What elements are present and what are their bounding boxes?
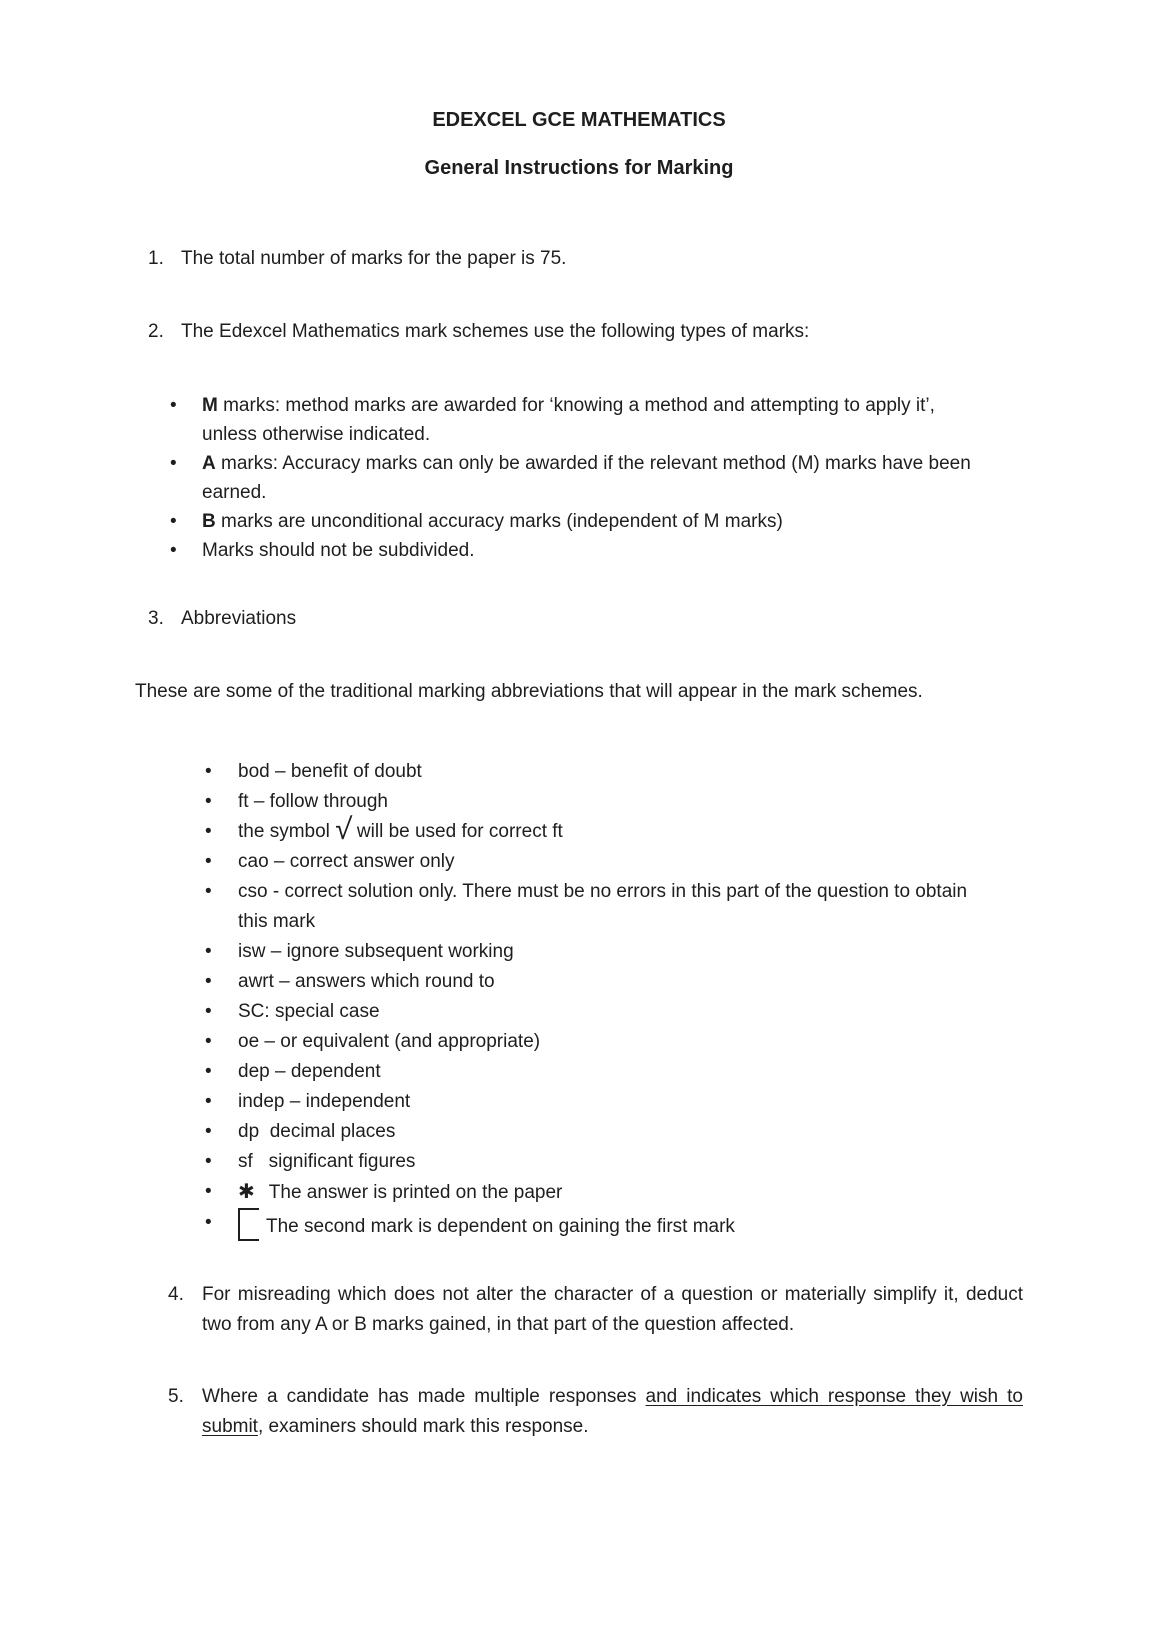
abbreviations-intro: These are some of the traditional marking abbreviations that will appear in the mark schemes. [135,681,923,702]
abbreviation-item-indep [203,1087,981,1117]
abbreviation-item-awrt [203,967,981,997]
mark-type-item-a [168,449,980,507]
abbreviation-item-oe [203,1027,981,1057]
numbered-item-1 [135,245,1023,273]
abbreviation-item-answer-printed [203,1177,981,1208]
mark-type-item-b [168,507,980,536]
abbreviation-item-isw [203,937,981,967]
mark-type-lead: M [202,395,218,416]
abbreviation-text: SC: special case [238,1001,380,1022]
abbreviation-text: ft – follow through [238,791,388,812]
item-text [202,1382,1023,1442]
numbered-item-4 [135,1280,1023,1340]
abbreviation-text: The second mark is dependent on gaining the first mark [266,1216,735,1237]
document-subtitle: General Instructions for Marking [424,157,734,179]
abbreviation-text: oe – or equivalent (and appropriate) [238,1031,541,1052]
item-text: For misreading which does not alter the character of a question or materially simplify it, deduct two from any A or B marks gained, in that part of the question affected. [202,1284,1023,1335]
abbreviation-text: dp decimal places [238,1121,396,1142]
abbreviation-text: will be used for correct ft [351,821,563,842]
numbered-item-3 [135,605,1023,633]
item5-text-end: , examiners should mark this response. [257,1416,589,1437]
abbreviation-item-dep [203,1057,981,1087]
abbreviation-text: the symbol [238,821,336,842]
second-mark-bracket-icon [238,1208,259,1241]
abbreviation-item-sc [203,997,981,1027]
abbreviations-list [203,757,981,1242]
mark-type-item-subdivide [168,536,980,565]
mark-type-text: marks: Accuracy marks can only be awarded if the relevant method (M) marks have been earned. [202,453,971,503]
mark-type-lead: A [202,453,216,474]
mark-type-item-m [168,391,980,449]
mark-type-lead: B [202,511,216,532]
abbreviation-text: indep – independent [238,1091,411,1112]
abbreviation-text: awrt – answers which round to [238,971,495,992]
numbered-item-2 [135,318,1023,346]
abbreviation-text: The answer is printed on the paper [268,1182,563,1203]
item-text: The Edexcel Mathematics mark schemes use the following types of marks: [181,321,810,342]
abbreviation-text: bod – benefit of doubt [238,761,422,782]
abbreviation-item-second-mark [203,1208,981,1242]
abbreviation-text: dep – dependent [238,1061,381,1082]
abbreviation-item-cao [203,847,981,877]
numbered-item-5 [135,1382,1023,1442]
abbreviation-text: cao – correct answer only [238,851,455,872]
asterisk-icon: ✱ [238,1181,255,1203]
item-text: The total number of marks for the paper is 75. [181,248,567,269]
item5-underlined-text: and indicates which response they wish to submit [202,1386,1023,1437]
document-title: EDEXCEL GCE MATHEMATICS [432,109,726,131]
item-number: 2. [148,321,164,342]
item-number: 1. [148,248,164,269]
item-text: Abbreviations [181,608,297,629]
abbreviation-text: cso - correct solution only. There must be no errors in this part of the question to obtain this mark [238,881,973,932]
mark-type-text: marks: method marks are awarded for ‘knowing a method and attempting to apply it’, unless otherwise indicated. [202,395,935,445]
item-number: 3. [148,608,164,629]
mark-types-list [168,391,980,565]
mark-type-text: Marks should not be subdivided. [202,540,475,561]
item-number: 5. [168,1386,184,1407]
abbreviation-item-symbol: • the symbol √ will be used for correct ft [203,817,981,847]
abbreviation-item-bod [203,757,981,787]
mark-type-text: marks are unconditional accuracy marks (independent of M marks) [215,511,783,532]
abbreviation-item-dp [203,1117,981,1147]
item5-text-start: Where a candidate has made multiple responses [202,1386,646,1407]
abbreviation-text: isw – ignore subsequent working [238,941,514,962]
abbreviation-text: sf significant figures [238,1151,416,1172]
item-number: 4. [168,1284,184,1305]
abbreviation-item-cso [203,877,981,937]
abbreviation-item-sf [203,1147,981,1177]
abbreviation-item-ft [203,787,981,817]
